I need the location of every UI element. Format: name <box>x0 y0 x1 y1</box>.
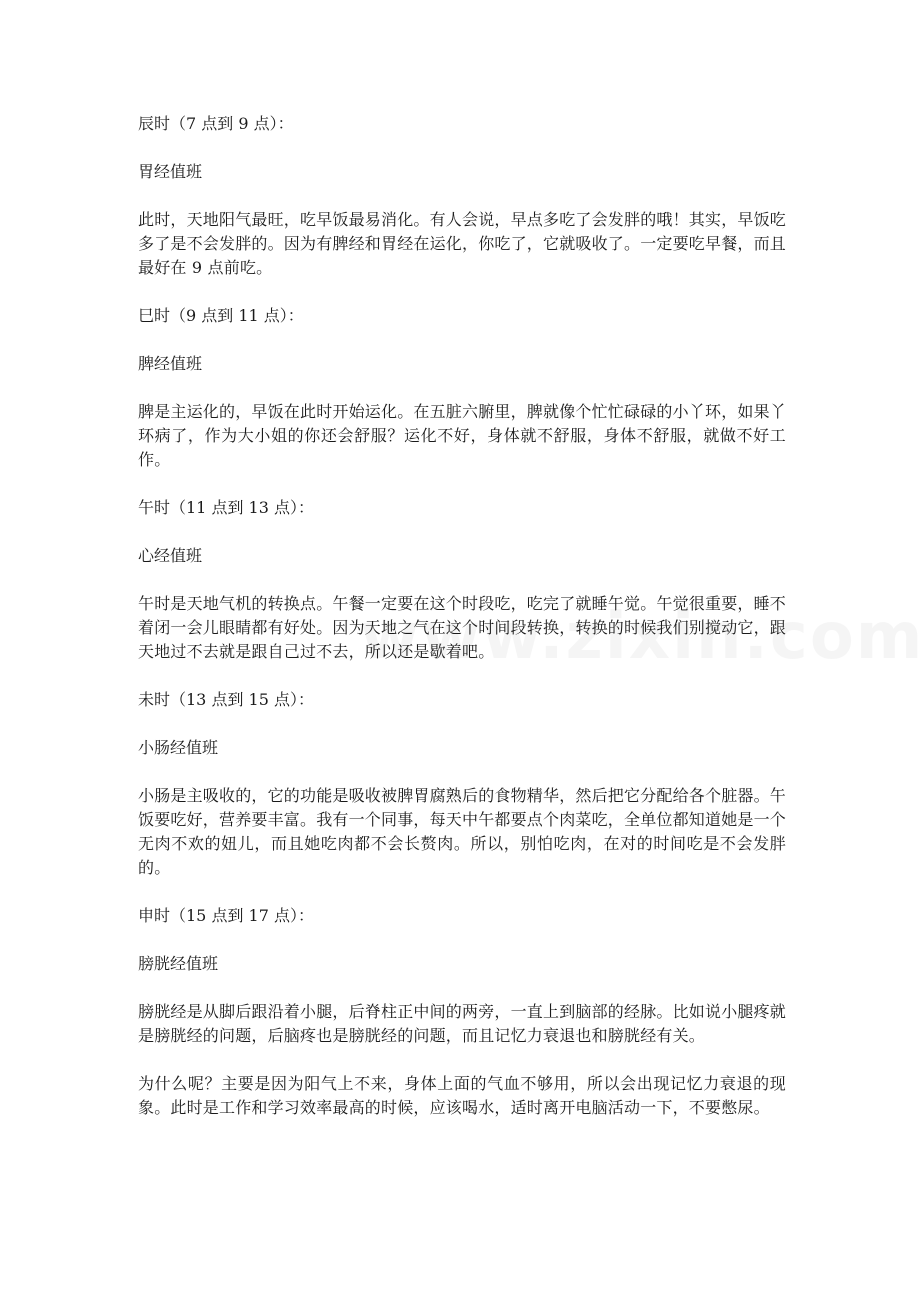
period-heading: 午时（11 点到 13 点）： <box>138 498 314 517</box>
meridian-heading: 脾经值班 <box>138 354 203 373</box>
body-paragraph: 脾是主运化的，早饭在此时开始运化。在五脏六腑里，脾就像个忙忙碌碌的小丫环，如果丫环病了，作为大小姐的你还会舒服？运化不好，身体就不舒服，身体不舒服，就做不好工作。 <box>138 402 787 469</box>
period-heading: 申时（15 点到 17 点）： <box>138 906 314 925</box>
meridian-heading: 心经值班 <box>138 546 203 565</box>
body-paragraph: 为什么呢？主要是因为阳气上不来，身体上面的气血不够用，所以会出现记忆力衰退的现象。此时是工作和学习效率最高的时候，应该喝水，适时离开电脑活动一下，不要憋尿。 <box>138 1074 786 1117</box>
body-paragraph: 午时是天地气机的转换点。午餐一定要在这个时段吃，吃完了就睡午觉。午觉很重要，睡不着闭一会儿眼睛都有好处。因为天地之气在这个时间段转换，转换的时候我们别搅动它，跟天地过不去就是跟自己过不去，所以还是歇着吧。 <box>138 594 787 661</box>
period-heading: 巳时（9 点到 11 点）： <box>138 306 304 325</box>
meridian-heading: 小肠经值班 <box>138 738 219 757</box>
meridian-heading: 胃经值班 <box>138 162 203 181</box>
period-heading: 未时（13 点到 15 点）： <box>138 690 314 709</box>
body-paragraph: 膀胱经是从脚后跟沿着小腿，后脊柱正中间的两旁，一直上到脑部的经脉。比如说小腿疼就是膀胱经的问题，后脑疼也是膀胱经的问题，而且记忆力衰退也和膀胱经有关。 <box>138 1002 787 1045</box>
document-body <box>138 112 786 1144</box>
meridian-heading: 膀胱经值班 <box>138 954 219 973</box>
body-paragraph: 此时，天地阳气最旺，吃早饭最易消化。有人会说，早点多吃了会发胖的哦！其实，早饭吃多了是不会发胖的。因为有脾经和胃经在运化，你吃了，它就吸收了。一定要吃早餐，而且最好在 9 点前吃。 <box>138 210 787 277</box>
body-paragraph: 小肠是主吸收的，它的功能是吸收被脾胃腐熟后的食物精华，然后把它分配给各个脏器。午饭要吃好，营养要丰富。我有一个同事，每天中午都要点个肉菜吃，全单位都知道她是一个无肉不欢的妞儿，而且她吃肉都不会长赘肉。所以，别怕吃肉，在对的时间吃是不会发胖的。 <box>138 786 787 877</box>
period-heading: 辰时（7 点到 9 点）： <box>138 114 294 133</box>
